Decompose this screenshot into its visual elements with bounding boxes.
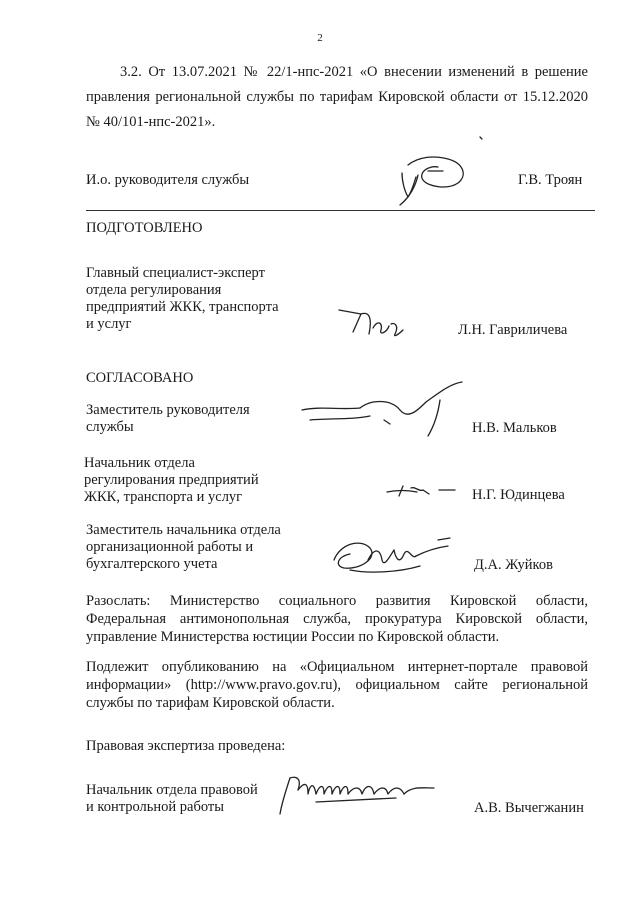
prepared-position — [86, 265, 306, 333]
agreed-signer-3-signature — [330, 530, 460, 580]
agreed-signer-3-name: Д.А. Жуйков — [474, 557, 553, 573]
position-line: Главный специалист-эксперт — [86, 265, 265, 281]
legal-review-note: Правовая экспертиза проведена: — [86, 738, 286, 754]
position-line: и услуг — [86, 316, 132, 332]
position-line: Начальник отдела правовой — [86, 782, 258, 798]
position-line: организационной работы и — [86, 539, 254, 555]
legal-review-signature — [276, 772, 446, 818]
page-number: 2 — [317, 32, 323, 44]
agreed-signer-3-position — [86, 522, 326, 573]
agreed-signer-2-name: Н.Г. Юдинцева — [472, 487, 565, 503]
agreed-signer-1-name: Н.В. Мальков — [472, 420, 557, 436]
head-position: И.о. руководителя службы — [86, 172, 250, 188]
prepared-heading: ПОДГОТОВЛЕНО — [86, 220, 203, 236]
prepared-name: Л.Н. Гавриличева — [458, 322, 568, 338]
agreed-heading: СОГЛАСОВАНО — [86, 370, 194, 386]
distribution-list: Разослать: Министерство социального развития Кировской области, Федеральная антимонопольная служба, прокуратура Кировской области, управление Министерства юстиции России по Кировской области. — [86, 593, 588, 645]
head-signature — [388, 135, 488, 215]
separator-line — [86, 210, 595, 211]
position-line: предприятий ЖКК, транспорта — [86, 299, 279, 315]
item-3-2-paragraph: 3.2. От 13.07.2021 № 22/1-нпс-2021 «О внесении изменений в решение правления региональной службы по тарифам Кировской области от 15.12.2020 № 40/101-нпс-2021». — [86, 64, 588, 130]
agreed-signer-1-position — [86, 402, 306, 436]
position-line: отдела регулирования — [86, 282, 222, 298]
publication-note: Подлежит опубликованию на «Официальном интернет-портале правовой информации» (http://www.pravo.gov.ru), официальном сайте региональной службы по тарифам Кировской области. — [86, 659, 588, 711]
position-line: Начальник отдела — [84, 455, 195, 471]
position-line: регулирования предприятий — [84, 472, 259, 488]
position-line: Заместитель руководителя — [86, 402, 250, 418]
position-line: Заместитель начальника отдела — [86, 522, 281, 538]
head-name: Г.В. Троян — [518, 172, 583, 188]
position-line: ЖКК, транспорта и услуг — [84, 489, 243, 505]
agreed-signer-2-position — [84, 455, 304, 506]
agreed-signer-2-signature — [385, 480, 465, 500]
position-line: бухгалтерского учета — [86, 556, 218, 572]
agreed-signer-1-signature — [300, 380, 470, 440]
legal-review-name: А.В. Вычегжанин — [474, 800, 584, 816]
position-line: и контрольной работы — [86, 799, 224, 815]
prepared-signature — [337, 302, 417, 342]
legal-review-position — [86, 782, 286, 816]
position-line: службы — [86, 419, 134, 435]
